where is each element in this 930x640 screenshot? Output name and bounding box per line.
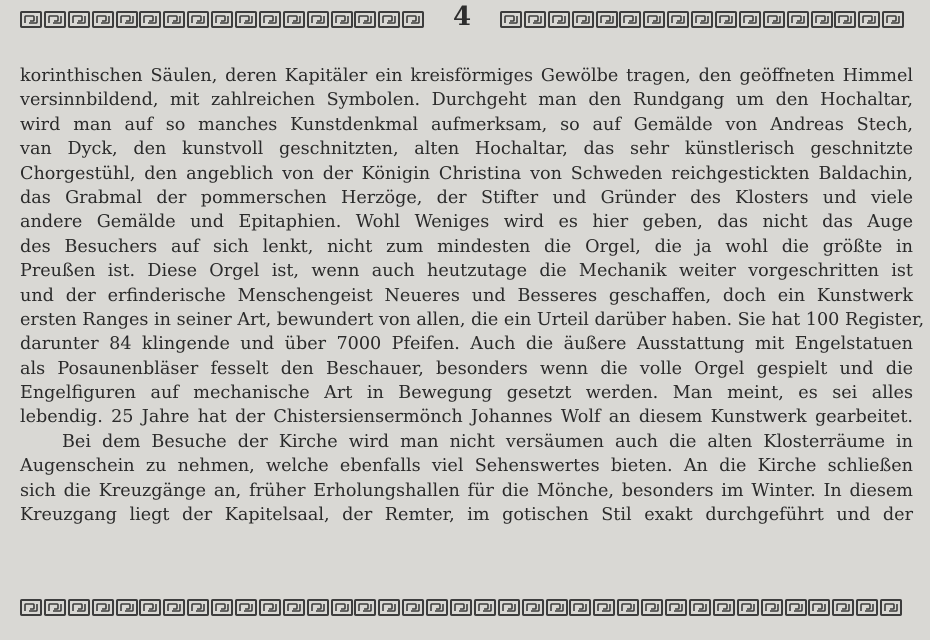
ornament-tile-icon xyxy=(524,11,546,28)
ornament-tile-icon xyxy=(572,11,594,28)
text-line: lebendig. 25 Jahre hat der Chistersiensermönch Johannes Wolf an diesem Kunstwerk gearbeitet. xyxy=(20,407,913,428)
ornament-tile-icon xyxy=(211,11,233,28)
ornament-tile-icon xyxy=(500,11,522,28)
text-line: als Posaunenbläser fesselt den Beschauer, besonders wenn die volle Orgel gespielt und die xyxy=(20,358,913,379)
ornament-tile-icon xyxy=(569,599,591,616)
ornament-tile-icon xyxy=(546,599,568,616)
ornament-tile-icon xyxy=(882,11,904,28)
ornament-tile-icon xyxy=(187,599,209,616)
ornament-tile-icon xyxy=(259,11,281,28)
ornament-tile-icon xyxy=(643,11,665,28)
text-line: das Grabmal der pommerschen Herzöge, der Stifter und Gründer des Klosters und viele xyxy=(20,187,913,208)
text-line: ersten Ranges in seiner Art, bewundert von allen, die ein Urteil darüber haben. Sie hat 100 Register, xyxy=(20,309,925,330)
ornament-tile-icon xyxy=(522,599,544,616)
top-ornament-band-right xyxy=(500,6,906,32)
ornament-tile-icon xyxy=(354,599,376,616)
ornament-tile-icon xyxy=(68,11,90,28)
ornament-tile-icon xyxy=(811,11,833,28)
ornament-tile-icon xyxy=(763,11,785,28)
ornament-tile-icon xyxy=(402,11,424,28)
ornament-tile-icon xyxy=(858,11,880,28)
ornament-tile-icon xyxy=(116,599,138,616)
ornament-tile-icon xyxy=(92,11,114,28)
page-number: 4 xyxy=(452,2,472,32)
ornament-tile-icon xyxy=(378,599,400,616)
ornament-tile-icon xyxy=(307,11,329,28)
text-line: van Dyck, den kunstvoll geschnitzten, alten Hochaltar, das sehr künstlerisch geschnitzte xyxy=(20,139,913,160)
text-line: Engelfiguren auf mechanische Art in Bewegung gesetzt werden. Man meint, es sei alles xyxy=(20,383,913,404)
ornament-tile-icon xyxy=(856,599,878,616)
ornament-tile-icon xyxy=(20,11,42,28)
ornament-tile-icon xyxy=(450,599,472,616)
text-line: sich die Kreuzgänge an, früher Erholungshallen für die Mönche, besonders im Winter. In diesem xyxy=(20,480,913,501)
ornament-tile-icon xyxy=(619,11,641,28)
ornament-tile-icon xyxy=(834,11,856,28)
ornament-tile-icon xyxy=(44,11,66,28)
ornament-tile-icon xyxy=(667,11,689,28)
ornament-tile-icon xyxy=(665,599,687,616)
ornament-tile-icon xyxy=(235,599,257,616)
ornament-tile-icon xyxy=(761,599,783,616)
ornament-tile-icon xyxy=(596,11,618,28)
ornament-tile-icon xyxy=(44,599,66,616)
ornament-tile-icon xyxy=(20,599,42,616)
ornament-tile-icon xyxy=(283,599,305,616)
ornament-tile-icon xyxy=(92,599,114,616)
ornament-tile-icon xyxy=(139,11,161,28)
text-line: versinnbildend, mit zahlreichen Symbolen. Durchgeht man den Rundgang um den Hochaltar, xyxy=(20,90,913,111)
ornament-tile-icon xyxy=(259,599,281,616)
text-line: Augenschein zu nehmen, welche ebenfalls viel Sehenswertes bieten. An die Kirche schließen xyxy=(20,456,913,477)
ornament-tile-icon xyxy=(787,11,809,28)
ornament-tile-icon xyxy=(163,599,185,616)
ornament-tile-icon xyxy=(641,599,663,616)
ornament-tile-icon xyxy=(139,599,161,616)
ornament-tile-icon xyxy=(211,599,233,616)
ornament-tile-icon xyxy=(378,11,400,28)
ornament-tile-icon xyxy=(498,599,520,616)
text-line: des Besuchers auf sich lenkt, nicht zum mindesten die Orgel, die ja wohl die größte in xyxy=(20,236,913,257)
ornament-tile-icon xyxy=(307,599,329,616)
body-text xyxy=(20,64,925,527)
ornament-tile-icon xyxy=(116,11,138,28)
text-line: korinthischen Säulen, deren Kapitäler ein kreisförmiges Gewölbe tragen, den geöffneten Himmel xyxy=(20,66,913,86)
ornament-tile-icon xyxy=(808,599,830,616)
ornament-tile-icon xyxy=(163,11,185,28)
top-ornament-band-left xyxy=(20,6,426,32)
text-line: und der erfinderische Menschengeist Neueres und Besseres geschaffen, doch ein Kunstwerk xyxy=(20,285,913,306)
ornament-tile-icon xyxy=(880,599,902,616)
ornament-tile-icon xyxy=(402,599,424,616)
ornament-tile-icon xyxy=(68,599,90,616)
ornament-tile-icon xyxy=(785,599,807,616)
ornament-tile-icon xyxy=(235,11,257,28)
text-line: wird man auf so manches Kunstdenkmal aufmerksam, so auf Gemälde von Andreas Stech, xyxy=(20,114,913,135)
ornament-tile-icon xyxy=(474,599,496,616)
ornament-tile-icon xyxy=(737,599,759,616)
text-line: andere Gemälde und Epitaphien. Wohl Weniges wird es hier geben, das nicht das Auge xyxy=(20,212,913,233)
ornament-tile-icon xyxy=(354,11,376,28)
ornament-tile-icon xyxy=(331,11,353,28)
ornament-tile-icon xyxy=(331,599,353,616)
ornament-tile-icon xyxy=(426,599,448,616)
ornament-tile-icon xyxy=(617,599,639,616)
ornament-tile-icon xyxy=(691,11,713,28)
ornament-tile-icon xyxy=(713,599,735,616)
text-line: Kreuzgang liegt der Kapitelsaal, der Remter, im gotischen Stil exakt durchgeführt und der xyxy=(20,505,913,526)
ornament-tile-icon xyxy=(689,599,711,616)
ornament-tile-icon xyxy=(283,11,305,28)
ornament-tile-icon xyxy=(593,599,615,616)
ornament-tile-icon xyxy=(739,11,761,28)
text-line: darunter 84 klingende und über 7000 Pfeifen. Auch die äußere Ausstattung mit Engelstatuen xyxy=(20,334,913,355)
bottom-ornament-band xyxy=(20,594,904,620)
ornament-tile-icon xyxy=(715,11,737,28)
text-line: Bei dem Besuche der Kirche wird man nicht versäumen auch die alten Klosterräume in xyxy=(62,431,913,452)
ornament-tile-icon xyxy=(548,11,570,28)
ornament-tile-icon xyxy=(187,11,209,28)
text-line: Preußen ist. Diese Orgel ist, wenn auch heutzutage die Mechanik weiter vorgeschritten ist xyxy=(20,261,913,282)
ornament-tile-icon xyxy=(832,599,854,616)
text-line: Chorgestühl, den angeblich von der Königin Christina von Schweden reichgestickten Baldachin, xyxy=(20,163,913,184)
